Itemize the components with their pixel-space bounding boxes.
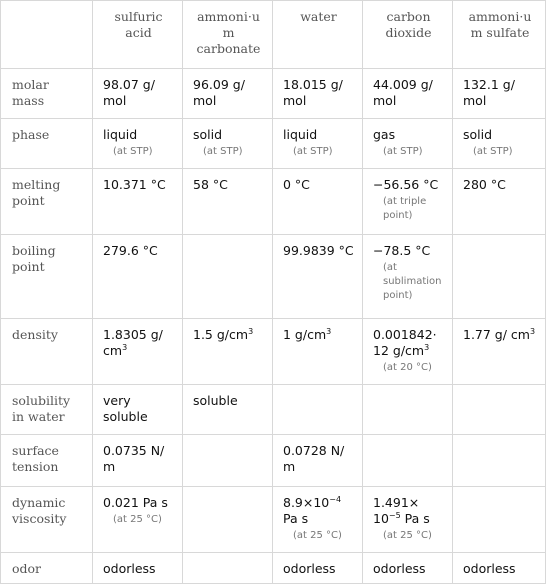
value-text: odorless	[463, 561, 516, 576]
cell-note: (at STP)	[383, 146, 423, 157]
cell-value	[103, 561, 174, 577]
table-cell	[183, 385, 273, 435]
table-row	[1, 169, 546, 235]
value-text: 58 °C	[193, 177, 228, 192]
value-text: solid	[193, 127, 223, 142]
row-header: molar mass	[1, 69, 93, 119]
table-cell	[183, 435, 273, 487]
value-text: odorless	[373, 561, 426, 576]
cell-value	[373, 327, 444, 359]
value-text: 44.009 g/ mol	[373, 77, 433, 108]
value-text: 1.5 g/cm	[193, 327, 249, 342]
value-text: solid	[463, 127, 493, 142]
table-cell	[363, 169, 453, 235]
value-unit: Pa s	[283, 511, 309, 526]
value-text: 1.77 g/ cm	[463, 327, 530, 342]
row-header: solubility in water	[1, 385, 93, 435]
value-text: 98.07 g/ mol	[103, 77, 155, 108]
superscript: −5	[388, 511, 401, 520]
cell-value	[103, 443, 174, 475]
table-cell	[363, 119, 453, 169]
cell-value	[283, 127, 354, 143]
cell-value	[283, 177, 354, 193]
row-header: odor	[1, 553, 93, 584]
cell-value	[193, 177, 264, 193]
value-text: very soluble	[103, 393, 148, 424]
value-text: 18.015 g/ mol	[283, 77, 343, 108]
cell-value	[103, 393, 174, 425]
value-text: 280 °C	[463, 177, 506, 192]
table-cell	[453, 69, 546, 119]
table-cell	[273, 435, 363, 487]
table-cell	[273, 487, 363, 553]
cell-value	[103, 177, 174, 193]
table-cell	[363, 435, 453, 487]
cell-value	[463, 327, 537, 343]
value-text: −78.5 °C	[373, 243, 431, 258]
value-text: 1 g/cm	[283, 327, 327, 342]
value-text: 0 °C	[283, 177, 310, 192]
cell-note: (at STP)	[293, 146, 333, 157]
cell-value	[283, 243, 354, 259]
table-cell	[93, 385, 183, 435]
column-header: ammoni·um sulfate	[453, 1, 546, 69]
value-text: soluble	[193, 393, 238, 408]
column-header: water	[273, 1, 363, 69]
table-cell	[453, 487, 546, 553]
table-cell	[93, 119, 183, 169]
table-cell	[453, 435, 546, 487]
table-row	[1, 487, 546, 553]
superscript: 3	[326, 327, 332, 336]
row-header: density	[1, 319, 93, 385]
cell-value	[193, 327, 264, 343]
cell-value	[283, 443, 354, 475]
cell-value	[373, 77, 444, 109]
table-cell	[93, 319, 183, 385]
cell-value	[373, 243, 444, 259]
cell-value	[103, 327, 174, 359]
cell-value	[463, 561, 537, 577]
table-cell	[93, 69, 183, 119]
cell-value	[103, 77, 174, 109]
value-text: 0.001842·12 g/cm	[373, 327, 437, 358]
cell-value	[193, 127, 264, 143]
table-cell	[453, 319, 546, 385]
value-text: 10.371 °C	[103, 177, 166, 192]
cell-note: (at STP)	[113, 146, 153, 157]
cell-note: (at 25 °C)	[293, 530, 342, 541]
table-cell	[183, 69, 273, 119]
table-cell	[453, 385, 546, 435]
superscript: 3	[529, 327, 536, 336]
cell-value	[283, 561, 354, 577]
cell-value	[373, 177, 444, 193]
table-cell	[183, 169, 273, 235]
table-row	[1, 235, 546, 319]
table-row	[1, 385, 546, 435]
table-cell	[273, 169, 363, 235]
cell-note: (at 20 °C)	[383, 362, 432, 373]
table-cell	[453, 169, 546, 235]
cell-value	[283, 327, 354, 343]
cell-note: (at 25 °C)	[383, 530, 432, 541]
cell-value	[103, 243, 174, 259]
table-cell	[183, 119, 273, 169]
value-text: 132.1 g/ mol	[463, 77, 515, 108]
value-text: −56.56 °C	[373, 177, 439, 192]
superscript: −4	[329, 495, 342, 504]
row-header: phase	[1, 119, 93, 169]
superscript: 3	[248, 327, 254, 336]
cell-value	[373, 127, 444, 143]
cell-value	[373, 495, 444, 527]
value-text: liquid	[283, 127, 318, 142]
table-row	[1, 69, 546, 119]
value-text: 0.0735 N/ m	[103, 443, 165, 474]
table-cell	[363, 319, 453, 385]
cell-value	[463, 177, 537, 193]
table-row	[1, 435, 546, 487]
value-text: gas	[373, 127, 396, 142]
value-text: 8.9×10	[283, 495, 330, 510]
table-cell	[93, 487, 183, 553]
table-cell	[273, 235, 363, 319]
table-cell	[93, 435, 183, 487]
table-cell	[453, 235, 546, 319]
table-cell	[183, 235, 273, 319]
superscript: 3	[424, 343, 430, 352]
table-cell	[93, 235, 183, 319]
value-text: liquid	[103, 127, 138, 142]
cell-value	[103, 127, 174, 143]
table-cell	[453, 119, 546, 169]
table-cell	[183, 487, 273, 553]
cell-value	[103, 495, 174, 511]
corner-cell	[1, 1, 93, 69]
row-header: dynamic viscosity	[1, 487, 93, 553]
table-cell	[363, 385, 453, 435]
cell-note: (at STP)	[203, 146, 243, 157]
value-text: 96.09 g/ mol	[193, 77, 245, 108]
value-text: 279.6 °C	[103, 243, 158, 258]
column-header: ammoni·um carbonate	[183, 1, 273, 69]
cell-note: (at 25 °C)	[113, 514, 162, 525]
cell-value	[463, 127, 537, 143]
value-unit: Pa s	[400, 511, 430, 526]
cell-note: (at STP)	[473, 146, 513, 157]
table-cell	[363, 487, 453, 553]
table-cell	[273, 385, 363, 435]
column-header: sulfuric acid	[93, 1, 183, 69]
header-row	[1, 1, 546, 69]
table-cell	[183, 319, 273, 385]
table-cell	[363, 69, 453, 119]
cell-value	[193, 77, 264, 109]
value-text: 99.9839 °C	[283, 243, 354, 258]
cell-note: (at triple point)	[383, 196, 427, 221]
row-header: boiling point	[1, 235, 93, 319]
table-cell	[273, 319, 363, 385]
superscript: 3	[122, 343, 128, 352]
cell-value	[283, 77, 354, 109]
value-text: 0.021 Pa s	[103, 495, 168, 510]
table-cell	[273, 69, 363, 119]
cell-value	[463, 77, 537, 109]
cell-value	[193, 393, 264, 409]
value-text: odorless	[283, 561, 336, 576]
table-cell	[273, 119, 363, 169]
row-header: surface tension	[1, 435, 93, 487]
value-text: 0.0728 N/ m	[283, 443, 345, 474]
row-header: melting point	[1, 169, 93, 235]
value-text: 1.8305 g/ cm	[103, 327, 163, 358]
table-row	[1, 119, 546, 169]
table-row	[1, 319, 546, 385]
column-header: carbon dioxide	[363, 1, 453, 69]
table-body	[1, 69, 546, 584]
value-text: odorless	[103, 561, 156, 576]
table-cell	[363, 235, 453, 319]
table-cell	[93, 169, 183, 235]
value-text: 1.491× 10	[373, 495, 420, 526]
cell-value	[283, 495, 354, 527]
cell-value	[373, 561, 444, 577]
cell-note: (at sublimation point)	[383, 262, 442, 301]
